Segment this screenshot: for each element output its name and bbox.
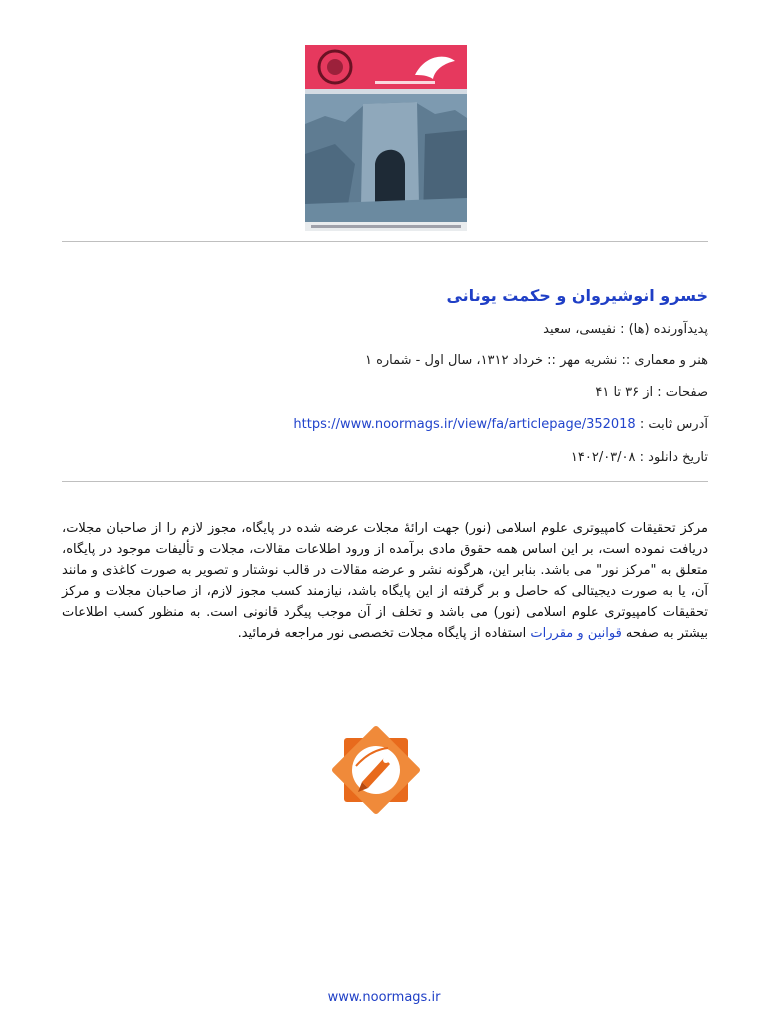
footer-site-link[interactable]: www.noormags.ir [327,990,441,1005]
copyright-notice [62,518,708,644]
divider-top [62,241,708,242]
noormags-logo-icon [330,724,422,816]
divider-middle [62,481,708,482]
ruins-photo [305,94,467,222]
article-permalink-row [62,417,708,432]
notice-text-before: مرکز تحقیقات کامپیوتری علوم اسلامی (نور) جهت ارائهٔ مجلات عرضه شده در پایگاه، مجوز لازم را از صاحبان مجلات، دریافت نموده است، بر این اساس همه حقوق مادی برآمده از ورود اطلاعات مقالات، مجلات و تألیفات موجود در پایگاه، متعلق به "مرکز نور" می باشد. بنابر این، هرگونه نشر و عرضه مقالات در قالب نوشتار و تصویر به صورت کاغذی و مانند آن، یا به صورت دیجیتالی که حاصل و بر گرفته از این پایگاه باشد، نیازمند کسب مجوز لازم، از صاحبان مجلات و مرکز تحقیقات کامپیوتری علوم اسلامی (نور) می باشد و تخلف از آن موجب پیگرد قانونی است. به منظور کسب اطلاعات بیشتر به صفحه [62,521,708,641]
cover-footer [305,222,467,231]
article-download-date: تاریخ دانلود : ۱۴۰۲/۰۳/۰۸ [570,450,708,465]
permalink-link[interactable]: https://www.noormags.ir/view/fa/articlepage/352018 [293,417,636,432]
article-pages: صفحات : از ۳۶ تا ۴۱ [595,385,708,400]
article-author: پدیدآورنده (ها) : نفیسی، سعید [543,322,708,337]
notice-text-after: استفاده از پایگاه مجلات تخصصی نور مراجعه فرمائید. [237,626,531,641]
article-title: خسرو انوشیروان و حکمت یونانی [446,286,708,305]
cover-title-band [305,45,467,89]
article-source: هنر و معماری :: نشریه مهر :: خرداد ۱۳۱۲، سال اول - شماره ۱ [364,353,708,368]
rules-link[interactable]: قوانین و مقررات [530,626,622,641]
permalink-label: آدرس ثابت : [635,417,708,432]
cover-emblem-icon [305,45,467,89]
magazine-cover-image [305,45,467,231]
